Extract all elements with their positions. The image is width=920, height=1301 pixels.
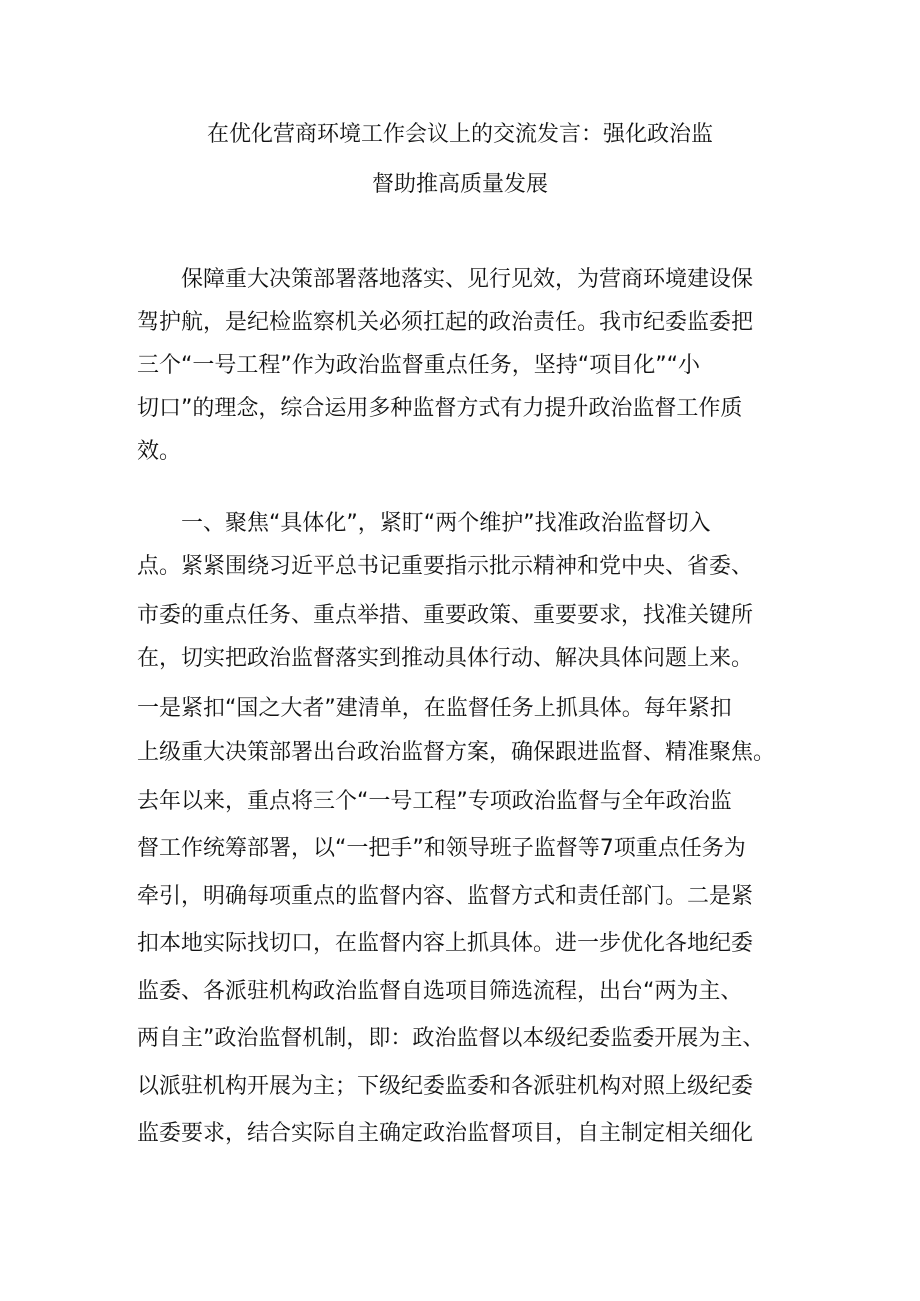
body-line: 一、聚焦“具体化”，紧盯“两个维护”找准政治监督切入 bbox=[181, 511, 711, 536]
body-line: 切口”的理念，综合运用多种监督方式有力提升政治监督工作质 bbox=[137, 396, 743, 421]
body-line: 三个“一号工程”作为政治监督重点任务，坚持“项目化”“小 bbox=[137, 353, 700, 378]
body-line: 监委、各派驻机构政治监督自选项目筛选流程，出台“两为主、 bbox=[137, 979, 743, 1004]
document-title-line-2: 督助推高质量发展 bbox=[371, 172, 548, 197]
body-line: 一是紧扣“国之大者”建清单，在监督任务上抓具体。每年紧扣 bbox=[137, 696, 732, 721]
body-line: 扣本地实际找切口，在监督内容上抓具体。进一步优化各地纪委 bbox=[137, 931, 754, 956]
body-line: 牵引，明确每项重点的监督内容、监督方式和责任部门。二是紧 bbox=[137, 884, 754, 909]
body-line: 督工作统筹部署，以“一把手”和领导班子监督等7项重点任务为 bbox=[137, 836, 746, 861]
body-line: 两自主”政治监督机制，即：政治监督以本级纪委监委开展为主、 bbox=[137, 1026, 765, 1051]
body-line: 以派驻机构开展为主；下级纪委监委和各派驻机构对照上级纪委 bbox=[137, 1074, 754, 1099]
document-title-line-1: 在优化营商环境工作会议上的交流发言：强化政治监 bbox=[206, 122, 713, 147]
body-line: 驾护航，是纪检监察机关必须扛起的政治责任。我市纪委监委把 bbox=[137, 310, 754, 335]
body-line: 上级重大决策部署出台政治监督方案，确保跟进监督、精准聚焦。 bbox=[137, 740, 776, 765]
body-line: 在，切实把政治监督落实到推动具体行动、解决具体问题上来。 bbox=[137, 646, 754, 671]
body-line: 效。 bbox=[137, 439, 182, 464]
body-line: 保障重大决策部署落地落实、见行见效，为营商环境建设保 bbox=[181, 267, 754, 292]
body-line: 去年以来，重点将三个“一号工程”专项政治监督与全年政治监 bbox=[137, 789, 732, 814]
body-line: 点。紧紧围绕习近平总书记重要指示批示精神和党中央、省委、 bbox=[137, 554, 754, 579]
body-line: 市委的重点任务、重点举措、重要政策、重要要求，找准关键所 bbox=[137, 603, 754, 628]
body-line: 监委要求，结合实际自主确定政治监督项目，自主制定相关细化 bbox=[137, 1121, 754, 1146]
